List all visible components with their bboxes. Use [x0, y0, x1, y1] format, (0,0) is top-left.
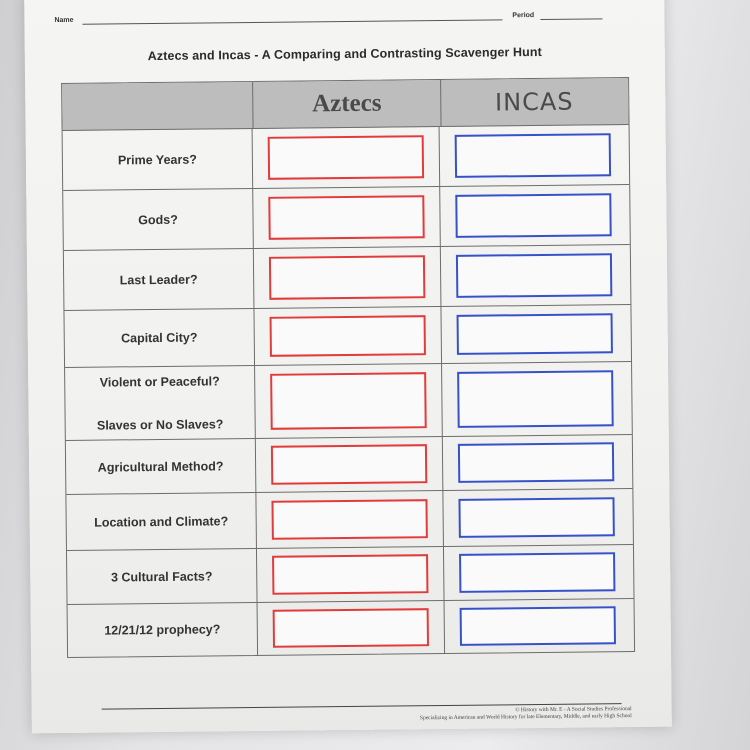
- aztecs-answer-box[interactable]: [268, 135, 425, 179]
- question-label: Gods?: [63, 189, 254, 250]
- incas-answer-cell: [445, 599, 632, 653]
- aztecs-answer-box[interactable]: [271, 499, 428, 540]
- incas-answer-cell: [441, 305, 628, 363]
- incas-answer-cell: [440, 125, 627, 186]
- name-label: Name: [54, 16, 74, 25]
- aztecs-answer-cell: [256, 437, 444, 492]
- incas-answer-cell: [443, 435, 630, 490]
- aztecs-answer-cell: [257, 547, 445, 602]
- question-label-double: [65, 366, 256, 440]
- incas-answer-cell: [442, 362, 629, 436]
- name-period-row: [54, 9, 614, 29]
- aztecs-answer-cell: [254, 247, 442, 308]
- incas-answer-box[interactable]: [455, 134, 612, 178]
- question-label: 12/21/12 prophecy?: [68, 603, 259, 657]
- incas-answer-box[interactable]: [456, 313, 613, 355]
- incas-answer-box[interactable]: [456, 253, 613, 297]
- aztecs-answer-cell: [256, 491, 444, 548]
- table-row: [64, 305, 631, 368]
- aztecs-answer-box[interactable]: [272, 608, 429, 647]
- aztecs-answer-cell: [253, 187, 441, 248]
- aztecs-answer-box[interactable]: [272, 555, 429, 595]
- footer-credit-line2: Specializing in American and World History for late Elementary, Middle, and early High School: [419, 713, 632, 722]
- aztecs-answer-cell: [253, 127, 441, 188]
- question-label: Last Leader?: [64, 249, 255, 310]
- table-header-row: [62, 78, 628, 131]
- header-incas: INCAS: [494, 87, 574, 117]
- worksheet-page: [24, 0, 672, 733]
- question-label: Prime Years?: [63, 129, 254, 190]
- incas-answer-cell: [443, 489, 630, 546]
- incas-answer-cell: [444, 545, 631, 600]
- table-row: [68, 599, 635, 657]
- header-blank-cell: [62, 82, 253, 130]
- incas-answer-box[interactable]: [455, 193, 612, 237]
- question-label: Agricultural Method?: [66, 439, 257, 494]
- incas-answer-box[interactable]: [458, 497, 615, 538]
- name-blank-line[interactable]: [82, 19, 502, 24]
- incas-answer-box[interactable]: [458, 443, 615, 483]
- table-row: [63, 125, 630, 191]
- question-label: Violent or Peaceful?: [99, 374, 220, 390]
- table-row: [63, 185, 630, 251]
- table-row: [65, 362, 632, 441]
- incas-answer-cell: [440, 185, 627, 246]
- comparison-table: [61, 77, 635, 658]
- period-label: Period: [512, 12, 535, 20]
- incas-answer-cell: [441, 245, 628, 306]
- table-row: [67, 545, 634, 605]
- aztecs-answer-cell: [255, 364, 443, 438]
- aztecs-answer-box[interactable]: [269, 315, 426, 357]
- period-blank-line[interactable]: [540, 18, 602, 20]
- worksheet-title: Aztecs and Incas - A Comparing and Contrasting Scavenger Hunt: [147, 44, 542, 64]
- incas-answer-box[interactable]: [459, 606, 616, 645]
- aztecs-answer-cell: [254, 307, 442, 365]
- aztecs-answer-box[interactable]: [269, 255, 426, 299]
- aztecs-answer-cell: [258, 601, 446, 655]
- incas-answer-box[interactable]: [459, 553, 616, 593]
- aztecs-answer-box[interactable]: [271, 445, 428, 485]
- header-aztecs: Aztecs: [253, 80, 441, 128]
- question-label: 3 Cultural Facts?: [67, 549, 258, 604]
- aztecs-answer-box[interactable]: [270, 372, 427, 430]
- table-row: [64, 245, 631, 311]
- question-label: Capital City?: [64, 309, 255, 367]
- table-row: [66, 489, 633, 551]
- table-row: [66, 435, 633, 495]
- footer-credit-line1: © History with Mr. E - A Social Studies Professional: [515, 706, 632, 714]
- question-label: Location and Climate?: [66, 493, 257, 550]
- question-label-second: Slaves or No Slaves?: [96, 417, 224, 433]
- footer-credit: [362, 706, 632, 723]
- incas-answer-box[interactable]: [457, 370, 614, 428]
- aztecs-answer-box[interactable]: [268, 195, 425, 239]
